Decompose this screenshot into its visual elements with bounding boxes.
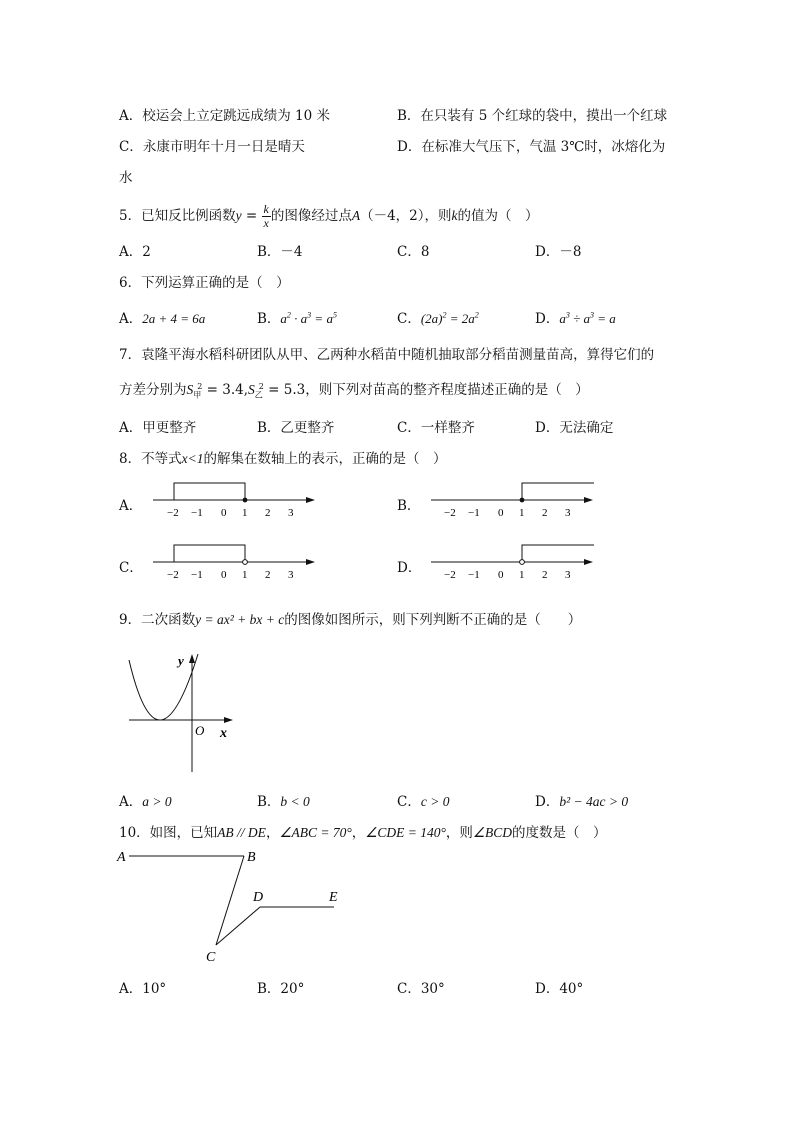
q6-c-pre: (2a) — [420, 311, 443, 326]
point-label-a: A — [117, 850, 126, 865]
tick-label: 0 — [221, 569, 227, 581]
q6-expr-c — [421, 311, 479, 326]
q8-option-c-label: C． — [119, 560, 143, 576]
q7-s2-sub: 乙 — [254, 390, 263, 400]
q7-s1-val: = 3.4, — [202, 382, 248, 398]
point-label-c: C — [206, 950, 216, 965]
q5-denominator: x — [263, 216, 269, 230]
q10-option-d: D．40° — [535, 981, 584, 997]
q10-angle-cde: ∠CDE = 140° — [365, 825, 446, 840]
q5-option-b: B．－4 — [257, 244, 303, 260]
q10-pre: 10．如图，已知 — [119, 825, 218, 841]
q6-expr-d — [559, 311, 615, 326]
q6-b-pre: a — [280, 311, 287, 326]
q7-stem-line1: 7．袁隆平海水稻科研团队从甲、乙两种水稻苗中随机抽取部分稻苗测量苗高，算得它们的 — [119, 347, 655, 363]
tick-label: −2 — [444, 569, 456, 581]
q7-s2-sup: 2 — [258, 381, 264, 391]
q7-post: ，则下列对苗高的整齐程度描述正确的是（ ） — [305, 382, 589, 398]
x-axis-label: x — [220, 726, 227, 741]
point-label-d: D — [253, 890, 264, 905]
tick-label: −2 — [167, 569, 179, 581]
q9-option-c — [397, 790, 449, 810]
q5-y: y — [235, 208, 242, 223]
q10-angle-abc: ∠ABC = 70° — [279, 825, 352, 840]
q6-b-exp1: 2 — [286, 310, 291, 320]
q5-mid: 的图像经过点 — [270, 208, 352, 224]
q4-option-d-cont: 水 — [119, 170, 133, 186]
q6-option-b — [257, 307, 337, 327]
tick-label: 3 — [288, 569, 294, 581]
q7-option-c: C．一样整齐 — [397, 420, 475, 436]
q7-stem-line2 — [119, 378, 589, 401]
q7-option-b: B．乙更整齐 — [257, 420, 335, 436]
q5-numerator: k — [263, 202, 269, 216]
q9-option-b — [257, 790, 310, 810]
parabola-graph — [122, 648, 242, 778]
q6-c-exp2: 2 — [474, 310, 479, 320]
q9-stem — [119, 608, 581, 628]
q6-d-exp2: 3 — [589, 310, 594, 320]
q10-parallel: AB // DE — [217, 825, 266, 840]
q9-label-b: B． — [257, 794, 281, 810]
q6-c-eq: = 2a — [446, 311, 475, 326]
tick-label: 2 — [542, 507, 548, 519]
q9-expr-b: b < 0 — [280, 794, 310, 809]
q9-option-d — [535, 790, 628, 810]
tick-label: 1 — [242, 569, 248, 581]
q8-option-b-label: B． — [397, 498, 421, 514]
q6-b-exp2: 3 — [307, 310, 312, 320]
tick-label: 2 — [542, 569, 548, 581]
q10-option-b: B．20° — [257, 981, 305, 997]
q10-stem — [119, 821, 607, 841]
q9-label-d: D． — [535, 794, 560, 810]
q6-c-exp1: 2 — [442, 310, 447, 320]
q10-sep3: ，则 — [445, 825, 473, 841]
q8-post: 的解集在数轴上的表示，正确的是（ ） — [203, 451, 447, 467]
q5-option-a: A．2 — [119, 244, 151, 260]
tick-label: −1 — [468, 569, 480, 581]
tick-label: 3 — [565, 507, 571, 519]
tick-label: 2 — [265, 569, 271, 581]
q9-label-a: A． — [119, 794, 143, 810]
q6-d-pre: a — [559, 311, 566, 326]
q6-label-b: B． — [257, 311, 281, 327]
q9-expr-c: c > 0 — [420, 794, 450, 809]
tick-label: 1 — [242, 507, 248, 519]
q9-post: 的图像如图所示，则下列判断不正确的是（ ） — [284, 612, 582, 628]
point-label-e: E — [329, 890, 338, 905]
q9-label-c: C． — [397, 794, 421, 810]
q10-option-c: C．30° — [397, 981, 445, 997]
number-line-c — [150, 540, 320, 584]
q6-b-mid: · a — [290, 311, 308, 326]
q7-s1: S — [186, 382, 194, 397]
q4-option-c: C．永康市明年十月一日是晴天 — [119, 139, 305, 155]
q6-d-eq: = a — [593, 311, 616, 326]
q10-post: 的度数是（ ） — [512, 825, 607, 841]
q6-option-d — [535, 307, 616, 327]
tick-label: 3 — [565, 569, 571, 581]
q6-label-c: C． — [397, 311, 421, 327]
q7-option-d: D．无法确定 — [535, 420, 614, 436]
q9-option-a — [119, 790, 172, 810]
q6-option-a — [119, 307, 205, 327]
q6-b-exp3: 5 — [332, 310, 337, 320]
q6-d-mid: ÷ a — [569, 311, 590, 326]
q8-option-a-label: A． — [119, 498, 143, 514]
q6-expr-b — [280, 311, 337, 326]
tick-label: −1 — [191, 569, 203, 581]
q7-s2: S — [248, 382, 255, 397]
q4-option-a: A．校运会上立定跳远成绩为 10 米 — [119, 108, 331, 124]
q8-pre: 8．不等式 — [119, 451, 182, 467]
q9-expr-a: a > 0 — [142, 794, 172, 809]
q4-option-d: D．在标准大气压下，气温 3℃时，冰熔化为 — [397, 139, 666, 155]
q7-s1-sup: 2 — [197, 381, 203, 391]
tick-label: −1 — [468, 507, 480, 519]
q6-label-d: D． — [535, 311, 560, 327]
number-line-b — [428, 478, 598, 522]
origin-label: O — [195, 723, 205, 738]
point-label-b: B — [247, 850, 256, 865]
q4-option-b: B．在只装有 5 个红球的袋中，摸出一个红球 — [397, 108, 668, 124]
q10-angle-bcd: ∠BCD — [472, 825, 513, 840]
q6-stem: 6．下列运算正确的是（ ） — [119, 275, 290, 291]
angle-figure — [115, 843, 355, 971]
tick-label: 2 — [265, 507, 271, 519]
q6-d-exp1: 3 — [565, 310, 570, 320]
q6-label-a: A． — [119, 311, 143, 327]
q10-sep1: ， — [265, 825, 280, 841]
q5-post: 的值为（ ） — [457, 208, 539, 224]
tick-label: −2 — [167, 507, 179, 519]
q9-pre: 9．二次函数 — [119, 612, 196, 628]
q6-option-c — [397, 307, 479, 327]
tick-label: 0 — [498, 569, 504, 581]
tick-label: −2 — [444, 507, 456, 519]
q5-eq: = — [241, 208, 262, 224]
q10-sep2: ， — [351, 825, 366, 841]
tick-label: −1 — [191, 507, 203, 519]
number-line-d — [428, 540, 598, 584]
tick-label: 3 — [288, 507, 294, 519]
q8-option-d-label: D． — [397, 560, 422, 576]
q8-inequality: x<1 — [181, 451, 204, 466]
q8-stem — [119, 447, 446, 467]
q5-option-c: C．8 — [397, 244, 430, 260]
q5-pre: 5．已知反比例函数 — [119, 208, 236, 224]
q6-b-eq: = a — [311, 311, 333, 326]
q5-point-var: A — [351, 208, 361, 223]
q9-function: y = ax² + bx + c — [195, 612, 285, 627]
q5-k: k — [451, 208, 458, 223]
tick-label: 0 — [498, 507, 504, 519]
tick-label: 1 — [519, 569, 525, 581]
number-line-a — [150, 478, 320, 522]
q5-fraction — [262, 203, 271, 230]
q5-option-d: D．－8 — [535, 244, 582, 260]
tick-label: 1 — [519, 507, 525, 519]
q6-expr-a: 2a + 4 = 6a — [142, 311, 206, 326]
q7-s2-val: = 5.3 — [263, 382, 306, 398]
q9-expr-d: b² − 4ac > 0 — [559, 794, 629, 809]
q7-pre: 方差分别为 — [119, 382, 187, 398]
q5-point: （－4，2），则 — [360, 208, 452, 224]
q7-s1-sub: 甲 — [193, 390, 202, 400]
tick-label: 0 — [221, 507, 227, 519]
y-axis-label: y — [178, 653, 184, 668]
q10-option-a: A．10° — [119, 981, 167, 997]
q5-stem — [119, 203, 539, 230]
q7-option-a: A．甲更整齐 — [119, 420, 197, 436]
